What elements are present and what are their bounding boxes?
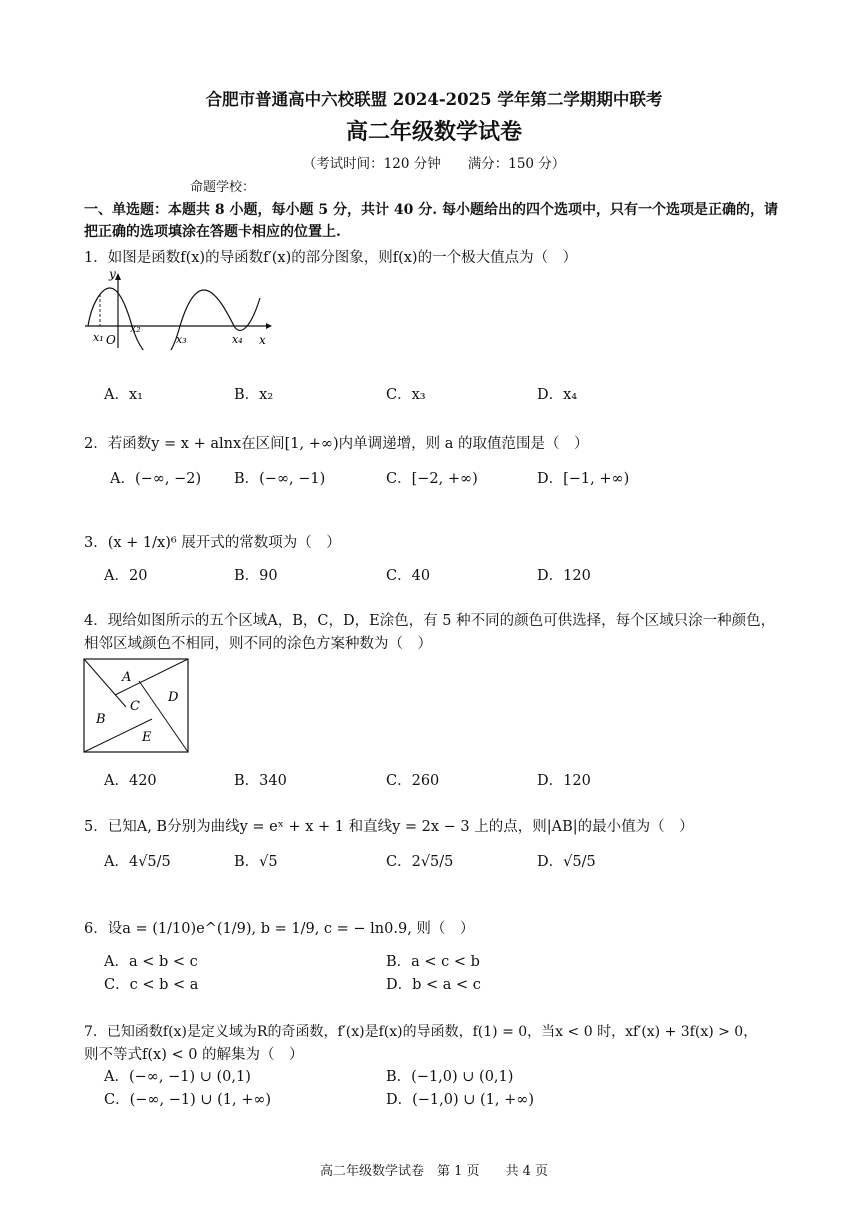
question-7-stem-line2: 则不等式f(x) < 0 的解集为（ ） <box>84 1047 304 1063</box>
q3-option-b[interactable]: B．90 <box>234 568 278 584</box>
question-1-graph <box>80 268 275 350</box>
q3-option-c[interactable]: C．40 <box>386 568 431 584</box>
region-b-label: B <box>96 712 106 727</box>
q5-option-b[interactable]: B．√5 <box>234 854 278 870</box>
q2-option-c[interactable]: C．[−2, +∞) <box>386 471 478 487</box>
exam-title-line1: 合肥市普通高中六校联盟 2024-2025 学年第二学期期中联考 <box>205 90 663 109</box>
question-4-region-diagram <box>82 657 192 755</box>
section-heading: 一、单选题：本题共 8 小题，每小题 5 分，共计 40 分. 每小题给出的四个选项中，只有一个选项是正确的，请把正确的选项填涂在答题卡相应的位置上. <box>84 202 778 240</box>
q1-option-a[interactable]: A．x₁ <box>104 387 143 403</box>
question-4-stem-line2: 相邻区域颜色不相同，则不同的涂色方案种数为（ ） <box>84 636 432 652</box>
q4-option-b[interactable]: B．340 <box>234 773 287 789</box>
q6-option-a[interactable]: A．a < b < c <box>104 954 198 970</box>
q6-option-d[interactable]: D．b < a < c <box>386 977 481 993</box>
q4-option-c[interactable]: C．260 <box>386 773 440 789</box>
q7-option-c[interactable]: C．(−∞, −1) ∪ (1, +∞) <box>104 1092 272 1108</box>
q5-option-d[interactable]: D．√5/5 <box>537 854 596 870</box>
question-6-stem: 6．设a = (1/10)e^(1/9), b = 1/9, c = − ln0.9, 则（ ） <box>84 921 475 937</box>
graph-origin-label: O <box>106 333 116 347</box>
exam-title-line2: 高二年级数学试卷 <box>345 119 522 145</box>
y-axis-arrow <box>115 273 121 280</box>
region-d-label: D <box>168 690 179 705</box>
question-5-stem: 5．已知A, B分别为曲线y = eˣ + x + 1 和直线y = 2x − 3 上的点，则|AB|的最小值为（ ） <box>84 819 694 835</box>
graph-x1-label: x₁ <box>93 331 104 344</box>
q3-option-d[interactable]: D．120 <box>537 568 591 584</box>
question-1-stem: 1．如图是函数f(x)的导函数f′(x)的部分图象，则f(x)的一个极大值点为（ ） <box>84 250 578 266</box>
q7-option-b[interactable]: B．(−1,0) ∪ (0,1) <box>386 1069 514 1085</box>
q6-option-b[interactable]: B．a < c < b <box>386 954 480 970</box>
q1-option-b[interactable]: B．x₂ <box>234 387 274 403</box>
q2-option-d[interactable]: D．[−1, +∞) <box>537 471 630 487</box>
region-a-label: A <box>122 670 132 685</box>
page-footer: 高二年级数学试卷 第 1 页 共 4 页 <box>319 1164 549 1179</box>
author-school-label: 命题学校： <box>190 180 256 195</box>
q2-option-a[interactable]: A．(−∞, −2) <box>110 471 202 487</box>
question-3-stem: 3．(x + 1/x)⁶ 展开式的常数项为（ ） <box>84 535 341 551</box>
q1-option-d[interactable]: D．x₄ <box>537 387 578 403</box>
q3-option-a[interactable]: A．20 <box>104 568 148 584</box>
divider-1 <box>84 659 126 707</box>
graph-x4-label: x₄ <box>232 333 243 346</box>
graph-x-label: x <box>259 333 266 347</box>
q6-option-c[interactable]: C．c < b < a <box>104 977 199 993</box>
graph-x3-label: x₃ <box>176 333 187 346</box>
q1-option-c[interactable]: C．x₃ <box>386 387 426 403</box>
q7-option-d[interactable]: D．(−1,0) ∪ (1, +∞) <box>386 1092 535 1108</box>
q4-option-a[interactable]: A．420 <box>104 773 157 789</box>
exam-subtitle: （考试时间：120 分钟 满分：150 分） <box>302 156 566 172</box>
q4-option-d[interactable]: D．120 <box>537 773 591 789</box>
q2-option-b[interactable]: B．(−∞, −1) <box>234 471 326 487</box>
question-7-stem-line1: 7．已知函数f(x)是定义域为R的奇函数，f′(x)是f(x)的导函数，f(1) = 0，当x < 0 时，xf′(x) + 3f(x) > 0， <box>84 1024 758 1040</box>
question-2-stem: 2．若函数y = x + alnx在区间[1, +∞)内单调递增，则 a 的取值范围是（ ） <box>84 436 589 452</box>
region-c-label: C <box>130 699 140 714</box>
q7-option-a[interactable]: A．(−∞, −1) ∪ (0,1) <box>104 1069 251 1085</box>
x-axis-arrow <box>266 323 272 329</box>
region-e-label: E <box>142 730 152 745</box>
graph-x2-label: x₂ <box>130 322 141 335</box>
graph-y-label: y <box>109 268 116 281</box>
question-4-stem-line1: 4．现给如图所示的五个区域A，B，C，D，E涂色，有 5 种不同的颜色可供选择，每个区域只涂一种颜色， <box>84 613 776 629</box>
q5-option-c[interactable]: C．2√5/5 <box>386 854 454 870</box>
q5-option-a[interactable]: A．4√5/5 <box>104 854 171 870</box>
